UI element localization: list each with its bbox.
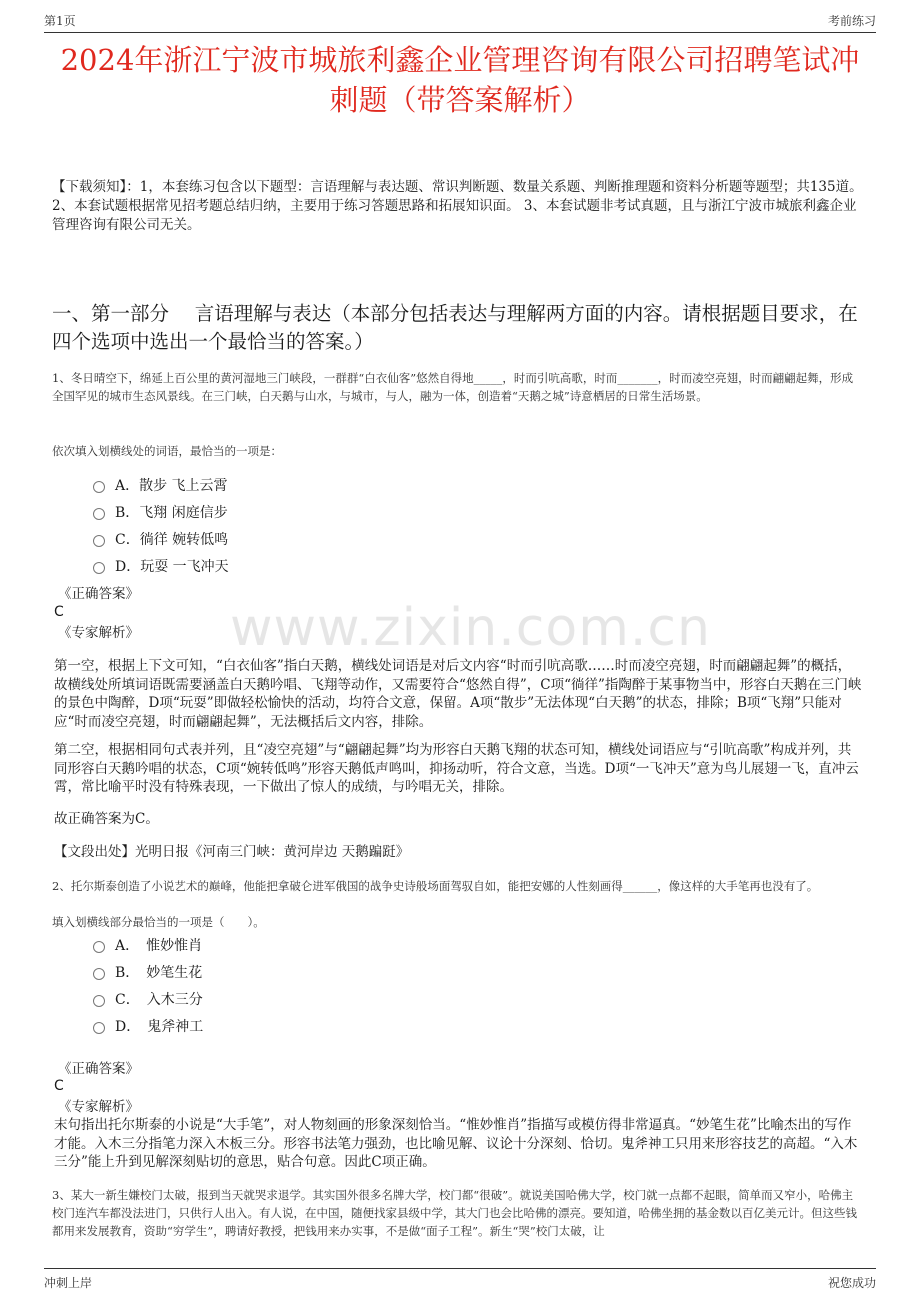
question-1-analysis-paragraph-2: 第二空，根据相同句式表并列，且“凌空亮翅”与“翩翩起舞”均为形容白天鹅飞翔的状态可知，横线处词语应与“引吭高歌”构成并列，共同形容白天鹅吟唱的状态，C项“婉转低鸣”形容天鹅低声鸣叫，抑扬动听，符合文意，当选。D项“一飞冲天”意为鸟儿展翅一飞，直冲云霄，常比喻平时没有特殊表现，一下做出了惊人的成绩，与吟唱无关，排除。 xyxy=(54,742,859,795)
question-1-option-b[interactable] xyxy=(93,503,228,523)
question-1-conclusion: 故正确答案为C。 xyxy=(54,811,159,827)
question-2-prompt: 填入划横线部分最恰当的一项是（ ）。 xyxy=(52,915,265,929)
question-2-answer-label: 《正确答案》 xyxy=(58,1061,139,1077)
radio-icon[interactable] xyxy=(93,562,105,574)
question-3-stem: 3、某大一新生嫌校门太破，报到当天就哭求退学。其实国外很多名牌大学，校门都“很破”。就说美国哈佛大学，校门就一点都不起眼，简单而又窄小，哈佛主校门连汽车都没法进门，只供行人出入。有人说，在中国，随便找家县级中学，其大门也会比哈佛的漂亮。要知道，哈佛坐拥的基金数以百亿美元计。但这些钱都用来发展教育，资助“穷学生”，聘请好教授，把钱用来办实事，不是做“面子工程”。新生“哭”校门太破，让 xyxy=(52,1188,857,1238)
watermark: www.zixin.com.cn xyxy=(230,598,711,658)
page-number: 第1页 xyxy=(44,14,76,28)
question-1-option-c[interactable] xyxy=(93,530,228,550)
document-title: 2024年浙江宁波市城旅利鑫企业管理咨询有限公司招聘笔试冲刺题（带答案解析） xyxy=(60,43,860,117)
question-2-stem: 2、托尔斯泰创造了小说艺术的巅峰，他能把拿破仑进军俄国的战争史诗般场面驾驭自如，能把安娜的人性刻画得______，像这样的大手笔再也没有了。 xyxy=(52,879,819,893)
radio-icon[interactable] xyxy=(93,941,105,953)
option-label: C． 入木三分 xyxy=(115,992,203,1008)
question-2-option-d[interactable] xyxy=(93,1017,203,1037)
option-label: A． 惟妙惟肖 xyxy=(115,938,203,954)
question-2-option-c[interactable] xyxy=(93,990,203,1010)
question-2-analysis-label: 《专家解析》 xyxy=(58,1099,139,1115)
question-1-analysis-paragraph-1: 第一空，根据上下文可知，“白衣仙客”指白天鹅，横线处词语是对后文内容“时而引吭高歌……时而凌空亮翅，时而翩翩起舞”的概括，故横线处所填词语既需要涵盖白天鹅吟唱、飞翔等动作，又需要符合“悠然自得”，C项“徜徉”指陶醉于某事物当中，形容白天鹅在三门峡的景色中陶醉，D项“玩耍”即做轻松愉快的活动，均符合文意，保留。A项“散步”无法体现“白天鹅”的状态，排除；B项“飞翔”只能对应“时而凌空亮翅，时而翩翩起舞”，无法概括后文内容，排除。 xyxy=(54,658,862,730)
question-1-source: 【文段出处】光明日报《河南三门峡：黄河岸边 天鹅蹁跹》 xyxy=(54,844,410,860)
option-label: D． 鬼斧神工 xyxy=(115,1019,204,1035)
header-tag: 考前练习 xyxy=(827,14,876,28)
question-1-answer: C xyxy=(54,604,64,620)
radio-icon[interactable] xyxy=(93,968,105,980)
footer-left-text: 冲刺上岸 xyxy=(44,1276,93,1290)
question-1-prompt: 依次填入划横线处的词语，最恰当的一项是： xyxy=(52,444,282,458)
question-2-option-b[interactable] xyxy=(93,963,202,983)
question-1-option-d[interactable] xyxy=(93,557,229,577)
option-label: B．飞翔 闲庭信步 xyxy=(115,505,228,521)
option-label: A．散步 飞上云霄 xyxy=(115,478,228,494)
question-1-stem: 1、冬日晴空下，绵延上百公里的黄河湿地三门峡段，一群群“白衣仙客”悠然自得地_____，时而引吭高歌，时而_______，时而凌空亮翅，时而翩翩起舞，形成全国罕见的城市生态风景线。在三门峡，白天鹅与山水，与城市，与人，融为一体，创造着“天鹅之城”诗意栖居的日常生活场景。 xyxy=(52,371,854,403)
radio-icon[interactable] xyxy=(93,481,105,493)
section-title: 一、第一部分 言语理解与表达（本部分包括表达与理解两方面的内容。请根据题目要求，在四个选项中选出一个最恰当的答案。） xyxy=(52,302,858,353)
question-1-analysis-label: 《专家解析》 xyxy=(58,625,139,641)
question-2-option-a[interactable] xyxy=(93,936,202,956)
radio-icon[interactable] xyxy=(93,995,105,1007)
radio-icon[interactable] xyxy=(93,1022,105,1034)
question-1-option-a[interactable] xyxy=(93,476,228,496)
option-label: C．徜徉 婉转低鸣 xyxy=(115,532,229,548)
option-label: D．玩耍 一飞冲天 xyxy=(115,559,229,575)
radio-icon[interactable] xyxy=(93,508,105,520)
footer-right-text: 祝您成功 xyxy=(827,1276,876,1290)
question-1-answer-label: 《正确答案》 xyxy=(58,586,139,602)
radio-icon[interactable] xyxy=(93,535,105,547)
page-footer xyxy=(44,1268,876,1293)
question-2-answer: C xyxy=(54,1078,64,1094)
page-header xyxy=(44,10,876,33)
question-2-analysis: 末句指出托尔斯泰的小说是“大手笔”，对人物刻画的形象深刻恰当。“惟妙惟肖”指描写或模仿得非常逼真。“妙笔生花”比喻杰出的写作才能。入木三分指笔力深入木板三分。形容书法笔力强劲，也比喻见解、议论十分深刻、恰切。鬼斧神工只用来形容技艺的高超。“入木三分”能上升到见解深刻贴切的意思，贴合句意。因此C项正确。 xyxy=(54,1117,858,1170)
option-label: B． 妙笔生花 xyxy=(115,965,203,981)
download-notice: 【下载须知】：1，本套练习包含以下题型：言语理解与表达题、常识判断题、数量关系题、判断推理题和资料分析题等题型；共135道。 2、本套试题根据常见招考题总结归纳，主要用于练习答题思路和拓展知识面。 3、本套试题非考试真题，且与浙江宁波市城旅利鑫企业管理咨询有限公司无关。 xyxy=(52,179,863,233)
